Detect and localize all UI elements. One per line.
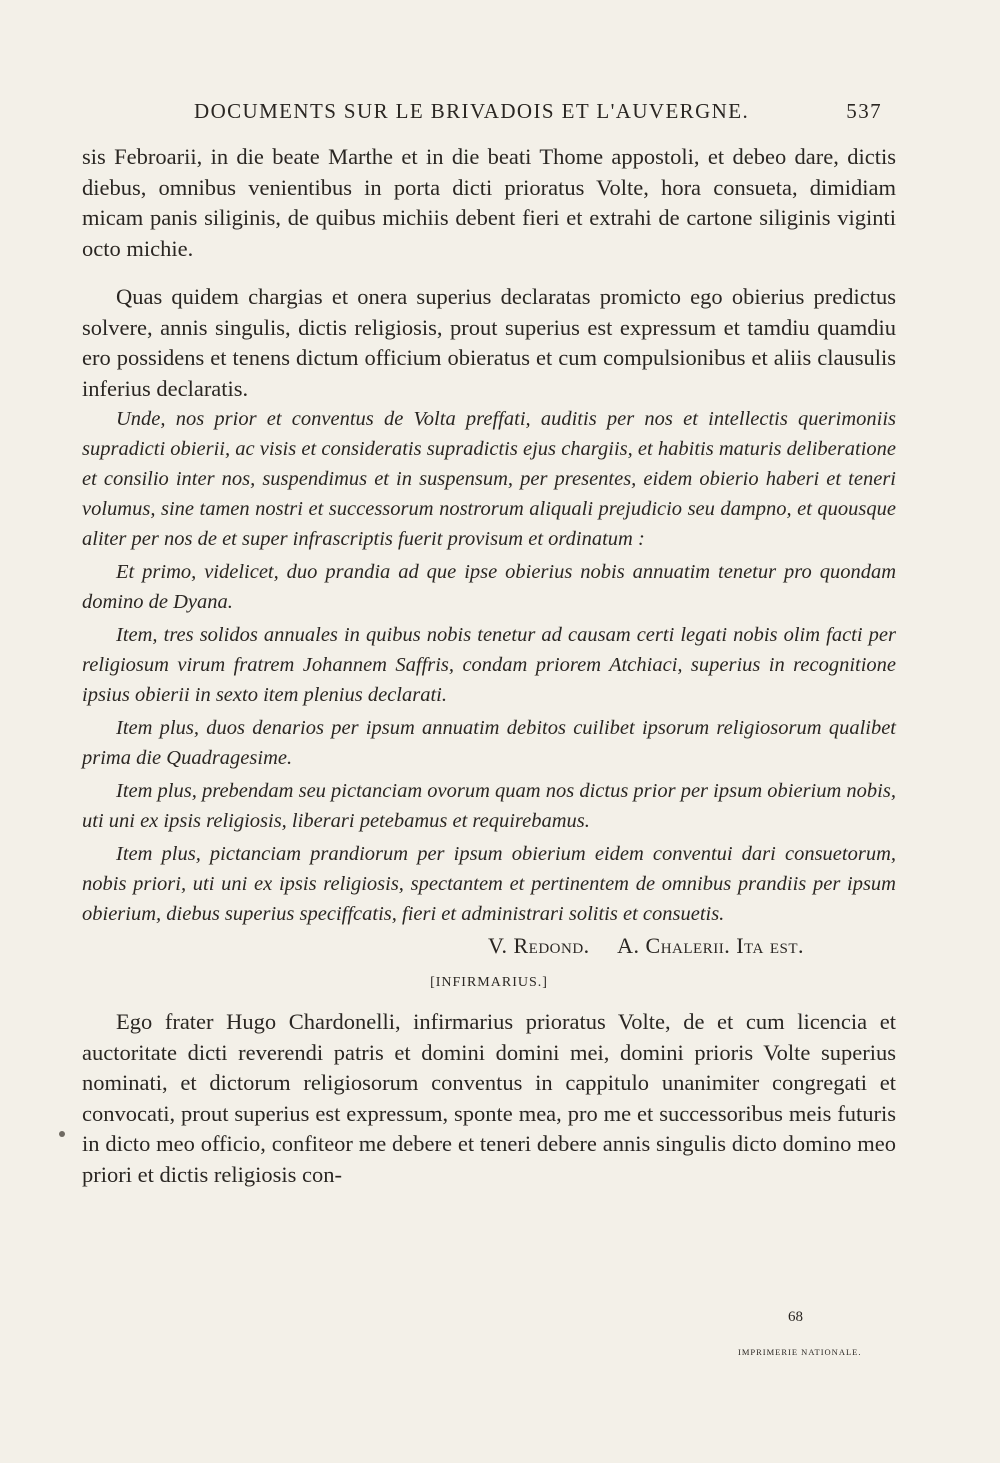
section-heading: [INFIRMARIUS.]: [430, 975, 548, 990]
header-title: DOCUMENTS SUR LE BRIVADOIS ET L'AUVERGNE.: [194, 99, 750, 123]
signature-mark: 68: [788, 1309, 803, 1325]
printer-imprint: IMPRIMERIE NATIONALE.: [738, 1347, 862, 1357]
paragraph-1: sis Febroarii, in die beate Marthe et in die beati Thome appostoli, et debeo dare, dictis diebus, omnibus venientibus in porta dicti prioratus Volte, hora consueta, dimidiam micam panis siliginis, de quibus michiis debent fieri et extrahi de cartone siliginis viginti octo michie.: [82, 144, 896, 261]
italic-paragraph-5: Item plus, prebendam seu pictanciam ovorum quam nos dictus prior per ipsum obierium nobis, uti uni ex ipsis religiosis, liberari petebamus et requirebamus.: [82, 780, 896, 832]
italic-paragraph-2: Et primo, videlicet, duo prandia ad que ipse obierius nobis annuatim tenetur pro quondam domino de Dyana.: [82, 561, 896, 613]
italic-paragraph-3: Item, tres solidos annuales in quibus nobis tenetur ad causam certi legati nobis olim facti per religiosum virum fratrem Johannem Saffris, condam priorem Atchiaci, superius in recognitione ipsius obierii in sexto item plenius declarati.: [82, 624, 896, 706]
paragraph-3: Ego frater Hugo Chardonelli, infirmarius prioratus Volte, de et cum licencia et auctoritate dicti reverendi patris et domini domini mei, domini prioris Volte superius nominati, et dictorum religiosorum conventus in cappitulo unanimiter congregati et convocati, prout superius est expressum, sponte mea, pro me et successoribus meis futuris in dicto meo officio, confiteor me debere et teneri debere annis singulis dicto domino meo priori et dictis religiosis con-: [82, 1009, 896, 1187]
page-number: 537: [846, 99, 882, 123]
signature-line: [82, 931, 804, 961]
margin-dot-mark: [59, 1131, 65, 1137]
italic-paragraph-6: Item plus, pictanciam prandiorum per ipsum obierium eidem conventui dari consuetorum, nobis priori, uti uni ex ipsis religiosis, spectantem et pertinentem de omnibus prandiis per ipsum obierium, diebus superius speciffcatis, fieri et administrari solitis et consuetis.: [82, 843, 896, 925]
italic-paragraph-4: Item plus, duos denarios per ipsum annuatim debitos cuilibet ipsorum religiosorum qualibet prima die Quadragesime.: [82, 717, 896, 769]
signature-redond: V. Redond.: [487, 933, 590, 958]
signature-chalerii: A. Chalerii. Ita est.: [617, 933, 804, 958]
italic-paragraph-1: Unde, nos prior et conventus de Volta preffati, auditis per nos et intellectis querimoniis supradicti obierii, ac visis et consideratis supradictis ejus chargiis, et habitis maturis deliberatione et consilio inter nos, suspendimus et in suspensum, per presentes, eidem obierio haberi et teneri volumus, sine tamen nostri et successorum nostrorum aliquali prejudicio seu dampno, et quousque aliter per nos de et super infrascriptis fuerit provisum et ordinatum :: [82, 408, 896, 550]
page-body: [82, 142, 896, 1190]
paragraph-2: Quas quidem chargias et onera superius declaratas promicto ego obierius predictus solvere, annis singulis, dictis religiosis, prout superius est expressum et tamdiu quamdiu ero possidens et tenens dictum officium obieratus et cum compulsionibus et aliis clausulis inferius declaratis.: [82, 284, 896, 401]
